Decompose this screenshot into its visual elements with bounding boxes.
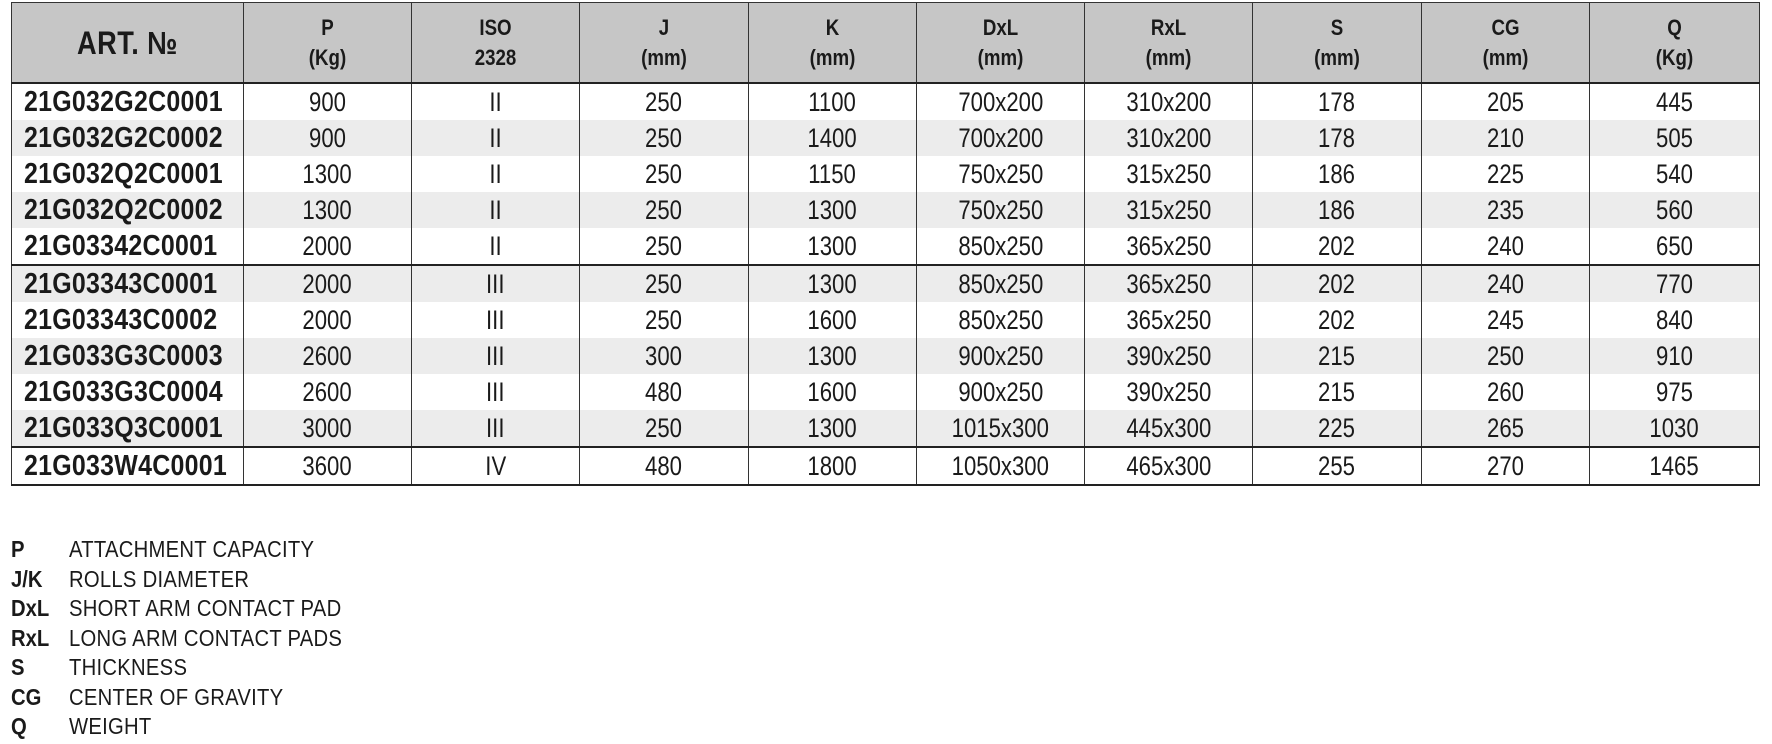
column-header-s xyxy=(1253,3,1422,84)
cell-dxl xyxy=(917,83,1085,120)
legend-item xyxy=(11,565,379,595)
cell-value: 1300 xyxy=(302,194,353,225)
cell-value: 1300 xyxy=(807,268,858,299)
article-number-cell xyxy=(12,302,244,338)
cell-value: 1150 xyxy=(808,158,857,189)
cell-value: 240 xyxy=(1487,230,1524,261)
cell-s xyxy=(1253,228,1422,265)
cell-value: II xyxy=(489,194,502,225)
cell-rxl xyxy=(1085,228,1253,265)
cell-dxl xyxy=(917,228,1085,265)
cell-value: 700x200 xyxy=(958,86,1043,117)
cell-value: 178 xyxy=(1318,86,1356,117)
cell-value: 186 xyxy=(1318,158,1356,189)
cell-value: 21G03342C0001 xyxy=(24,229,218,262)
cell-dxl xyxy=(917,447,1085,485)
cell-k xyxy=(749,338,917,374)
cell-j xyxy=(580,265,749,302)
cell-iso xyxy=(412,83,580,120)
cell-k xyxy=(749,265,917,302)
cell-value: 560 xyxy=(1656,194,1693,225)
cell-value: 310x200 xyxy=(1126,86,1211,117)
cell-dxl xyxy=(917,338,1085,374)
legend-description: ATTACHMENT CAPACITY xyxy=(69,536,315,562)
cell-k xyxy=(749,83,917,120)
column-header-q xyxy=(1590,3,1760,84)
legend-item xyxy=(11,712,379,742)
cell-q xyxy=(1590,192,1760,228)
column-header-label: Q xyxy=(1667,14,1682,40)
column-header-unit: (Kg) xyxy=(1655,44,1694,70)
cell-cg xyxy=(1422,447,1590,485)
cell-rxl xyxy=(1085,374,1253,410)
cell-cg xyxy=(1422,228,1590,265)
cell-dxl xyxy=(917,302,1085,338)
cell-p xyxy=(244,410,412,447)
table-row xyxy=(12,192,1760,228)
cell-value: 240 xyxy=(1487,268,1524,299)
cell-value: II xyxy=(489,122,502,153)
cell-value: 1300 xyxy=(807,230,858,261)
cell-cg xyxy=(1422,120,1590,156)
cell-value: 300 xyxy=(645,340,683,371)
cell-value: 1300 xyxy=(807,194,858,225)
table-row xyxy=(12,302,1760,338)
column-header-label: ISO xyxy=(479,14,512,40)
cell-value: 1600 xyxy=(807,376,858,407)
cell-value: 250 xyxy=(645,304,683,335)
cell-value: 900x250 xyxy=(958,376,1043,407)
column-header-j xyxy=(580,3,749,84)
cell-cg xyxy=(1422,83,1590,120)
cell-value: 21G033G3C0003 xyxy=(24,339,223,372)
cell-s xyxy=(1253,302,1422,338)
cell-value: 202 xyxy=(1318,230,1356,261)
cell-rxl xyxy=(1085,156,1253,192)
legend-description: CENTER OF GRAVITY xyxy=(69,683,284,710)
cell-value: 250 xyxy=(645,86,683,117)
cell-value: II xyxy=(489,230,502,261)
article-number-cell xyxy=(12,83,244,120)
cell-dxl xyxy=(917,374,1085,410)
cell-j xyxy=(580,120,749,156)
cell-value: III xyxy=(486,340,505,371)
cell-value: 255 xyxy=(1318,450,1356,481)
cell-value: 850x250 xyxy=(958,268,1043,299)
cell-q xyxy=(1590,265,1760,302)
cell-value: 365x250 xyxy=(1126,268,1211,299)
cell-value: 445x300 xyxy=(1126,412,1211,443)
cell-value: 365x250 xyxy=(1126,304,1211,335)
article-number-cell xyxy=(12,228,244,265)
cell-q xyxy=(1590,302,1760,338)
cell-value: 250 xyxy=(645,412,683,443)
cell-value: 225 xyxy=(1487,158,1524,189)
cell-q xyxy=(1590,228,1760,265)
column-header-unit: (mm) xyxy=(977,44,1024,70)
cell-value: 225 xyxy=(1318,412,1356,443)
column-header-k xyxy=(749,3,917,84)
cell-k xyxy=(749,228,917,265)
cell-value: 900 xyxy=(309,86,346,117)
legend xyxy=(11,535,379,742)
cell-value: 465x300 xyxy=(1126,450,1211,481)
cell-p xyxy=(244,120,412,156)
cell-value: 1300 xyxy=(807,412,858,443)
cell-value: 390x250 xyxy=(1126,376,1211,407)
cell-value: 250 xyxy=(645,230,683,261)
cell-iso xyxy=(412,265,580,302)
cell-k xyxy=(749,374,917,410)
cell-value: 186 xyxy=(1318,194,1356,225)
cell-value: III xyxy=(486,268,505,299)
cell-iso xyxy=(412,338,580,374)
cell-s xyxy=(1253,265,1422,302)
column-header-unit: (mm) xyxy=(809,44,856,70)
cell-k xyxy=(749,410,917,447)
cell-k xyxy=(749,120,917,156)
cell-value: 650 xyxy=(1656,230,1693,261)
cell-p xyxy=(244,302,412,338)
cell-p xyxy=(244,447,412,485)
cell-value: 365x250 xyxy=(1126,230,1211,261)
legend-description: THICKNESS xyxy=(69,654,188,680)
legend-description: SHORT ARM CONTACT PAD xyxy=(69,595,342,621)
cell-value: 202 xyxy=(1318,268,1356,299)
article-number-cell xyxy=(12,265,244,302)
cell-value: 3600 xyxy=(302,450,353,481)
cell-value: 265 xyxy=(1487,412,1524,443)
column-header-unit: (mm) xyxy=(641,44,687,70)
legend-item xyxy=(11,683,379,713)
cell-j xyxy=(580,338,749,374)
legend-key: Q xyxy=(11,713,27,739)
cell-value: III xyxy=(486,304,505,335)
cell-value: 2000 xyxy=(302,268,353,299)
cell-value: 750x250 xyxy=(958,158,1043,189)
legend-item xyxy=(11,535,379,565)
cell-value: 2600 xyxy=(302,340,353,371)
legend-key: RxL xyxy=(11,624,50,651)
table-row xyxy=(12,156,1760,192)
cell-value: 21G033Q3C0001 xyxy=(24,411,223,444)
cell-value: 270 xyxy=(1487,450,1524,481)
cell-iso xyxy=(412,374,580,410)
cell-k xyxy=(749,192,917,228)
cell-j xyxy=(580,83,749,120)
cell-cg xyxy=(1422,156,1590,192)
column-header-label: S xyxy=(1330,14,1344,40)
table-row xyxy=(12,120,1760,156)
cell-iso xyxy=(412,447,580,485)
cell-p xyxy=(244,338,412,374)
cell-j xyxy=(580,192,749,228)
column-header-unit: (mm) xyxy=(1314,44,1360,70)
article-number-cell xyxy=(12,410,244,447)
column-header-label: ART. № xyxy=(77,24,178,61)
column-header-unit: (mm) xyxy=(1482,44,1529,70)
cell-value: 205 xyxy=(1487,86,1524,117)
cell-iso xyxy=(412,228,580,265)
cell-rxl xyxy=(1085,447,1253,485)
column-header-label: RxL xyxy=(1150,14,1187,40)
cell-value: 250 xyxy=(645,268,683,299)
cell-value: 215 xyxy=(1318,340,1356,371)
cell-p xyxy=(244,374,412,410)
cell-s xyxy=(1253,338,1422,374)
cell-s xyxy=(1253,156,1422,192)
cell-p xyxy=(244,192,412,228)
cell-cg xyxy=(1422,192,1590,228)
cell-rxl xyxy=(1085,120,1253,156)
cell-value: 1300 xyxy=(807,340,858,371)
cell-value: 21G032G2C0001 xyxy=(24,85,223,118)
cell-value: 178 xyxy=(1318,122,1356,153)
cell-rxl xyxy=(1085,192,1253,228)
cell-value: 850x250 xyxy=(958,304,1043,335)
cell-p xyxy=(244,228,412,265)
cell-value: 250 xyxy=(1487,340,1524,371)
article-number-cell xyxy=(12,447,244,485)
cell-value: 480 xyxy=(645,376,683,407)
cell-p xyxy=(244,265,412,302)
legend-item xyxy=(11,624,379,654)
legend-key: DxL xyxy=(11,595,50,621)
cell-dxl xyxy=(917,265,1085,302)
cell-value: II xyxy=(489,86,502,117)
cell-cg xyxy=(1422,374,1590,410)
legend-key: J/K xyxy=(11,565,43,592)
cell-value: 1100 xyxy=(808,86,857,117)
article-number-cell xyxy=(12,120,244,156)
table-header-row xyxy=(12,3,1760,84)
cell-value: 2000 xyxy=(302,304,353,335)
table-row xyxy=(12,228,1760,265)
cell-j xyxy=(580,410,749,447)
legend-description: ROLLS DIAMETER xyxy=(69,565,250,592)
cell-value: III xyxy=(486,376,505,407)
cell-value: 21G032G2C0002 xyxy=(24,121,223,154)
article-number-cell xyxy=(12,156,244,192)
legend-key: CG xyxy=(11,683,42,710)
cell-value: 215 xyxy=(1318,376,1356,407)
table-row xyxy=(12,374,1760,410)
cell-q xyxy=(1590,156,1760,192)
cell-value: 480 xyxy=(645,450,683,481)
column-header-label: DxL xyxy=(982,14,1019,40)
cell-iso xyxy=(412,410,580,447)
column-header-label: P xyxy=(321,14,334,40)
cell-value: 21G03343C0002 xyxy=(24,303,218,336)
cell-s xyxy=(1253,83,1422,120)
cell-dxl xyxy=(917,156,1085,192)
cell-value: 21G033W4C0001 xyxy=(24,449,228,482)
cell-value: 770 xyxy=(1656,268,1693,299)
cell-value: 505 xyxy=(1656,122,1693,153)
cell-value: 250 xyxy=(645,194,683,225)
cell-p xyxy=(244,156,412,192)
cell-cg xyxy=(1422,302,1590,338)
cell-value: 1400 xyxy=(807,122,858,153)
cell-value: 910 xyxy=(1656,340,1693,371)
cell-value: 21G032Q2C0001 xyxy=(24,157,223,190)
column-header-label: J xyxy=(658,14,670,40)
column-header-label: K xyxy=(825,14,840,40)
column-header-unit: 2328 xyxy=(474,44,517,70)
cell-q xyxy=(1590,83,1760,120)
cell-q xyxy=(1590,120,1760,156)
specifications-table xyxy=(11,2,1760,486)
cell-value: 540 xyxy=(1656,158,1693,189)
cell-value: 1600 xyxy=(807,304,858,335)
cell-value: III xyxy=(486,412,505,443)
cell-dxl xyxy=(917,192,1085,228)
column-header-rxl xyxy=(1085,3,1253,84)
table-row xyxy=(12,338,1760,374)
cell-dxl xyxy=(917,410,1085,447)
cell-value: 900 xyxy=(309,122,346,153)
cell-dxl xyxy=(917,120,1085,156)
cell-value: 250 xyxy=(645,122,683,153)
cell-value: 700x200 xyxy=(958,122,1043,153)
cell-k xyxy=(749,302,917,338)
column-header-art-no xyxy=(12,3,244,84)
cell-k xyxy=(749,156,917,192)
cell-value: 975 xyxy=(1656,376,1693,407)
cell-iso xyxy=(412,120,580,156)
cell-s xyxy=(1253,410,1422,447)
table-row xyxy=(12,410,1760,447)
cell-value: 1300 xyxy=(302,158,353,189)
cell-q xyxy=(1590,410,1760,447)
cell-cg xyxy=(1422,338,1590,374)
cell-value: 390x250 xyxy=(1126,340,1211,371)
cell-value: 1800 xyxy=(807,450,858,481)
cell-value: 21G03343C0001 xyxy=(24,267,218,300)
cell-value: 1015x300 xyxy=(951,412,1050,443)
cell-value: 1465 xyxy=(1649,450,1700,481)
cell-rxl xyxy=(1085,265,1253,302)
cell-cg xyxy=(1422,265,1590,302)
cell-value: 850x250 xyxy=(958,230,1043,261)
cell-s xyxy=(1253,192,1422,228)
cell-j xyxy=(580,156,749,192)
column-header-iso xyxy=(412,3,580,84)
table-row xyxy=(12,265,1760,302)
column-header-cg xyxy=(1422,3,1590,84)
cell-value: 1050x300 xyxy=(951,450,1050,481)
article-number-cell xyxy=(12,338,244,374)
cell-value: 235 xyxy=(1487,194,1524,225)
column-header-label: CG xyxy=(1491,14,1520,40)
cell-value: 310x200 xyxy=(1126,122,1211,153)
cell-p xyxy=(244,83,412,120)
column-header-dxl xyxy=(917,3,1085,84)
cell-j xyxy=(580,302,749,338)
cell-value: 2000 xyxy=(302,230,353,261)
cell-value: 21G032Q2C0002 xyxy=(24,193,223,226)
cell-value: 245 xyxy=(1487,304,1524,335)
cell-value: 315x250 xyxy=(1126,194,1211,225)
cell-k xyxy=(749,447,917,485)
cell-q xyxy=(1590,338,1760,374)
cell-value: 315x250 xyxy=(1126,158,1211,189)
cell-j xyxy=(580,447,749,485)
cell-j xyxy=(580,374,749,410)
cell-value: 445 xyxy=(1656,86,1693,117)
cell-iso xyxy=(412,156,580,192)
cell-value: 260 xyxy=(1487,376,1524,407)
table-row xyxy=(12,447,1760,485)
legend-item xyxy=(11,594,379,624)
cell-iso xyxy=(412,192,580,228)
legend-key: S xyxy=(11,654,25,680)
cell-s xyxy=(1253,447,1422,485)
cell-j xyxy=(580,228,749,265)
legend-item xyxy=(11,653,379,683)
cell-iso xyxy=(412,302,580,338)
cell-value: 1030 xyxy=(1649,412,1700,443)
cell-value: IV xyxy=(485,450,506,481)
column-header-p xyxy=(244,3,412,84)
cell-value: 250 xyxy=(645,158,683,189)
legend-key: P xyxy=(11,536,25,562)
cell-s xyxy=(1253,120,1422,156)
cell-q xyxy=(1590,447,1760,485)
cell-value: II xyxy=(489,158,502,189)
column-header-unit: (mm) xyxy=(1145,44,1192,70)
cell-q xyxy=(1590,374,1760,410)
column-header-unit: (Kg) xyxy=(308,44,347,70)
cell-value: 2600 xyxy=(302,376,353,407)
cell-rxl xyxy=(1085,338,1253,374)
cell-s xyxy=(1253,374,1422,410)
cell-value: 900x250 xyxy=(958,340,1043,371)
cell-value: 21G033G3C0004 xyxy=(24,375,223,408)
cell-value: 202 xyxy=(1318,304,1356,335)
cell-value: 210 xyxy=(1487,122,1524,153)
cell-value: 840 xyxy=(1656,304,1693,335)
cell-cg xyxy=(1422,410,1590,447)
cell-rxl xyxy=(1085,302,1253,338)
cell-rxl xyxy=(1085,83,1253,120)
cell-value: 3000 xyxy=(302,412,353,443)
cell-value: 750x250 xyxy=(958,194,1043,225)
legend-description: LONG ARM CONTACT PADS xyxy=(69,624,343,651)
article-number-cell xyxy=(12,192,244,228)
cell-rxl xyxy=(1085,410,1253,447)
table-row xyxy=(12,83,1760,120)
article-number-cell xyxy=(12,374,244,410)
legend-description: WEIGHT xyxy=(69,713,152,739)
